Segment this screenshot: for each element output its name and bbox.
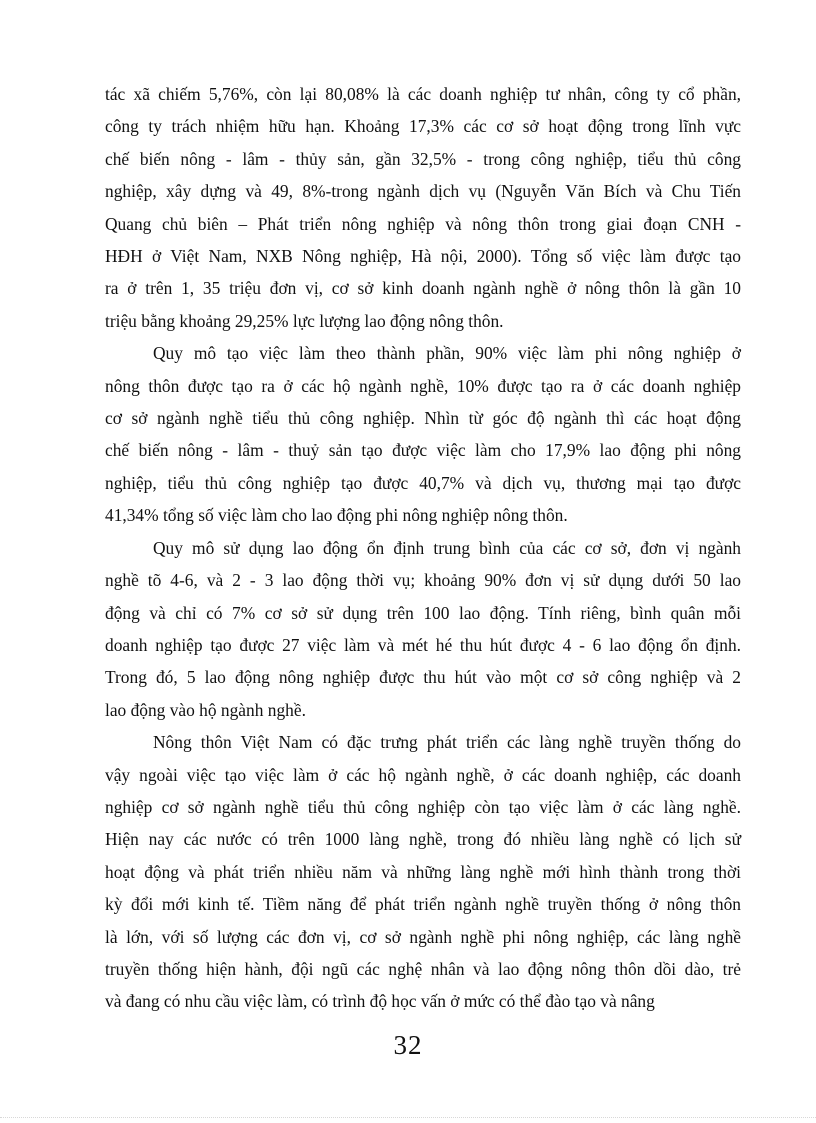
text-line: là lớn, với số lượng các đơn vị, cơ sở ngành nghề phi nông nghiệp, các làng nghề xyxy=(105,926,741,947)
text-line: nghiệp cơ sở ngành nghề tiểu thủ công nghiệp còn tạo việc làm ở các làng nghề. xyxy=(105,796,741,817)
text-line: truyền thống hiện hành, đội ngũ các nghệ nhân và lao động nông thôn dồi dào, trẻ xyxy=(105,958,741,979)
text-line: Hiện nay các nước có trên 1000 làng nghề, trong đó nhiều làng nghề có lịch sử xyxy=(105,829,741,850)
text-line: triệu bằng khoảng 29,25% lực lượng lao động nông thôn. xyxy=(105,310,504,331)
page-bottom-rule xyxy=(0,1117,816,1118)
text-line: nghiệp, xây dựng và 49, 8%-trong ngành dịch vụ (Nguyễn Văn Bích và Chu Tiến xyxy=(105,181,741,202)
text-line: 41,34% tổng số việc làm cho lao động phi nông nghiệp nông thôn. xyxy=(105,505,568,526)
paragraph-2 xyxy=(105,337,741,531)
text-line: kỳ đổi mới kinh tế. Tiềm năng để phát triển ngành nghề truyền thống ở nông thôn xyxy=(105,894,741,915)
text-line: Quy mô sử dụng lao động ổn định trung bình của các cơ sở, đơn vị ngành xyxy=(153,537,741,558)
text-line: lao động vào hộ ngành nghề. xyxy=(105,699,306,720)
text-line: nghiệp, tiểu thủ công nghiệp tạo được 40,7% và dịch vụ, thương mại tạo được xyxy=(105,472,741,493)
text-line: cơ sở ngành nghề tiểu thủ công nghiệp. Nhìn từ góc độ ngành thì các hoạt động xyxy=(105,408,741,429)
text-line: Quy mô tạo việc làm theo thành phần, 90% việc làm phi nông nghiệp ở xyxy=(153,343,741,364)
text-line: chế biến nông - lâm - thủy sản, gần 32,5% - trong công nghiệp, tiểu thủ công xyxy=(105,148,741,169)
text-line: chế biến nông - lâm - thuỷ sản tạo được việc làm cho 17,9% lao động phi nông xyxy=(105,440,741,461)
text-line: công ty trách nhiệm hữu hạn. Khoảng 17,3% các cơ sở hoạt động trong lĩnh vực xyxy=(105,116,741,137)
paragraph-3 xyxy=(105,532,741,726)
text-line: doanh nghiệp tạo được 27 việc làm và mét hé thu hút được 4 - 6 lao động ổn định. xyxy=(105,634,741,655)
page-number: 32 xyxy=(393,1030,423,1060)
text-line: ra ở trên 1, 35 triệu đơn vị, cơ sở kinh doanh ngành nghề ở nông thôn là gần 10 xyxy=(105,278,741,299)
text-line: Nông thôn Việt Nam có đặc trưng phát triển các làng nghề truyền thống do xyxy=(153,732,741,753)
text-line: Quang chủ biên – Phát triển nông nghiệp và nông thôn trong giai đoạn CNH - xyxy=(105,213,741,234)
text-line: động và chỉ có 7% cơ sở sử dụng trên 100 lao động. Tính riêng, bình quân mỗi xyxy=(105,602,741,623)
text-line: nghề tõ 4-6, và 2 - 3 lao động thời vụ; khoảng 90% đơn vị sử dụng dưới 50 lao xyxy=(105,570,741,591)
paragraph-1 xyxy=(105,78,741,337)
text-line: Trong đó, 5 lao động nông nghiệp được thu hút vào một cơ sở công nghiệp và 2 xyxy=(105,667,741,688)
body-text xyxy=(105,78,741,1018)
text-line: HĐH ở Việt Nam, NXB Nông nghiệp, Hà nội, 2000). Tổng số việc làm được tạo xyxy=(105,246,741,267)
text-line: tác xã chiếm 5,76%, còn lại 80,08% là các doanh nghiệp tư nhân, công ty cổ phần, xyxy=(105,84,741,104)
paragraph-4 xyxy=(105,726,741,1018)
text-line: nông thôn được tạo ra ở các hộ ngành nghề, 10% được tạo ra ở các doanh nghiệp xyxy=(105,375,741,396)
text-line: hoạt động và phát triển nhiều năm và những làng nghề mới hình thành trong thời xyxy=(105,861,741,882)
text-line: vậy ngoài việc tạo việc làm ở các hộ ngành nghề, ở các doanh nghiệp, các doanh xyxy=(105,764,741,785)
text-line: và đang có nhu cầu việc làm, có trình độ học vấn ở mức có thể đào tạo và nâng xyxy=(105,991,655,1012)
